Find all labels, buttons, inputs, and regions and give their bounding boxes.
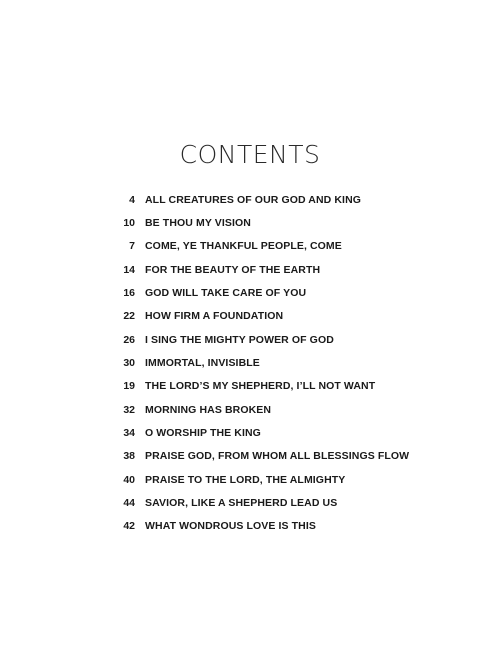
toc-page-number: 19 [123, 380, 135, 393]
contents-heading: CONTENTS [179, 140, 321, 169]
toc-song-title: I SING THE MIGHTY POWER OF GOD [145, 333, 334, 346]
table-of-contents [110, 188, 470, 538]
toc-song-title: BE THOU MY VISION [145, 217, 251, 230]
toc-entry [110, 188, 470, 211]
toc-entry [110, 375, 470, 398]
toc-page-number: 34 [123, 427, 135, 440]
toc-entry [110, 515, 470, 538]
toc-song-title: WHAT WONDROUS LOVE IS THIS [145, 520, 316, 533]
toc-page-number: 22 [123, 310, 135, 323]
toc-page-number: 40 [123, 473, 135, 486]
toc-page-number: 7 [129, 240, 135, 253]
toc-song-title: IMMORTAL, INVISIBLE [145, 357, 260, 370]
toc-song-title: MORNING HAS BROKEN [145, 403, 272, 416]
toc-song-title: HOW FIRM A FOUNDATION [145, 310, 284, 323]
toc-page-number: 14 [123, 263, 135, 276]
toc-song-title: SAVIOR, LIKE A SHEPHERD LEAD US [145, 497, 338, 510]
toc-page-number: 44 [123, 497, 135, 510]
toc-entry [110, 258, 470, 281]
toc-song-title: PRAISE GOD, FROM WHOM ALL BLESSINGS FLOW [145, 450, 410, 463]
toc-entry [110, 211, 470, 234]
toc-entry [110, 398, 470, 421]
toc-song-title: FOR THE BEAUTY OF THE EARTH [145, 263, 321, 276]
toc-page-number: 26 [123, 333, 135, 346]
toc-page-number: 4 [129, 193, 135, 206]
toc-song-title: PRAISE TO THE LORD, THE ALMIGHTY [145, 473, 346, 486]
toc-page-number: 30 [123, 357, 135, 370]
toc-entry [110, 328, 470, 351]
toc-page-number: 42 [123, 520, 135, 533]
toc-song-title: COME, YE THANKFUL PEOPLE, COME [145, 240, 342, 253]
toc-entry [110, 351, 470, 374]
toc-entry [110, 421, 470, 444]
toc-song-title: O WORSHIP THE KING [145, 427, 261, 440]
toc-song-title: ALL CREATURES OF OUR GOD AND KING [145, 193, 362, 206]
toc-entry [110, 235, 470, 258]
toc-entry [110, 281, 470, 304]
toc-page-number: 32 [123, 403, 135, 416]
toc-entry [110, 491, 470, 514]
toc-entry [110, 445, 470, 468]
toc-entry [110, 305, 470, 328]
toc-page-number: 38 [123, 450, 135, 463]
toc-song-title: GOD WILL TAKE CARE OF YOU [145, 287, 307, 300]
toc-page-number: 10 [123, 217, 135, 230]
toc-page-number: 16 [123, 287, 135, 300]
toc-entry [110, 468, 470, 491]
toc-song-title: THE LORD’S MY SHEPHERD, I’LL NOT WANT [145, 380, 376, 393]
